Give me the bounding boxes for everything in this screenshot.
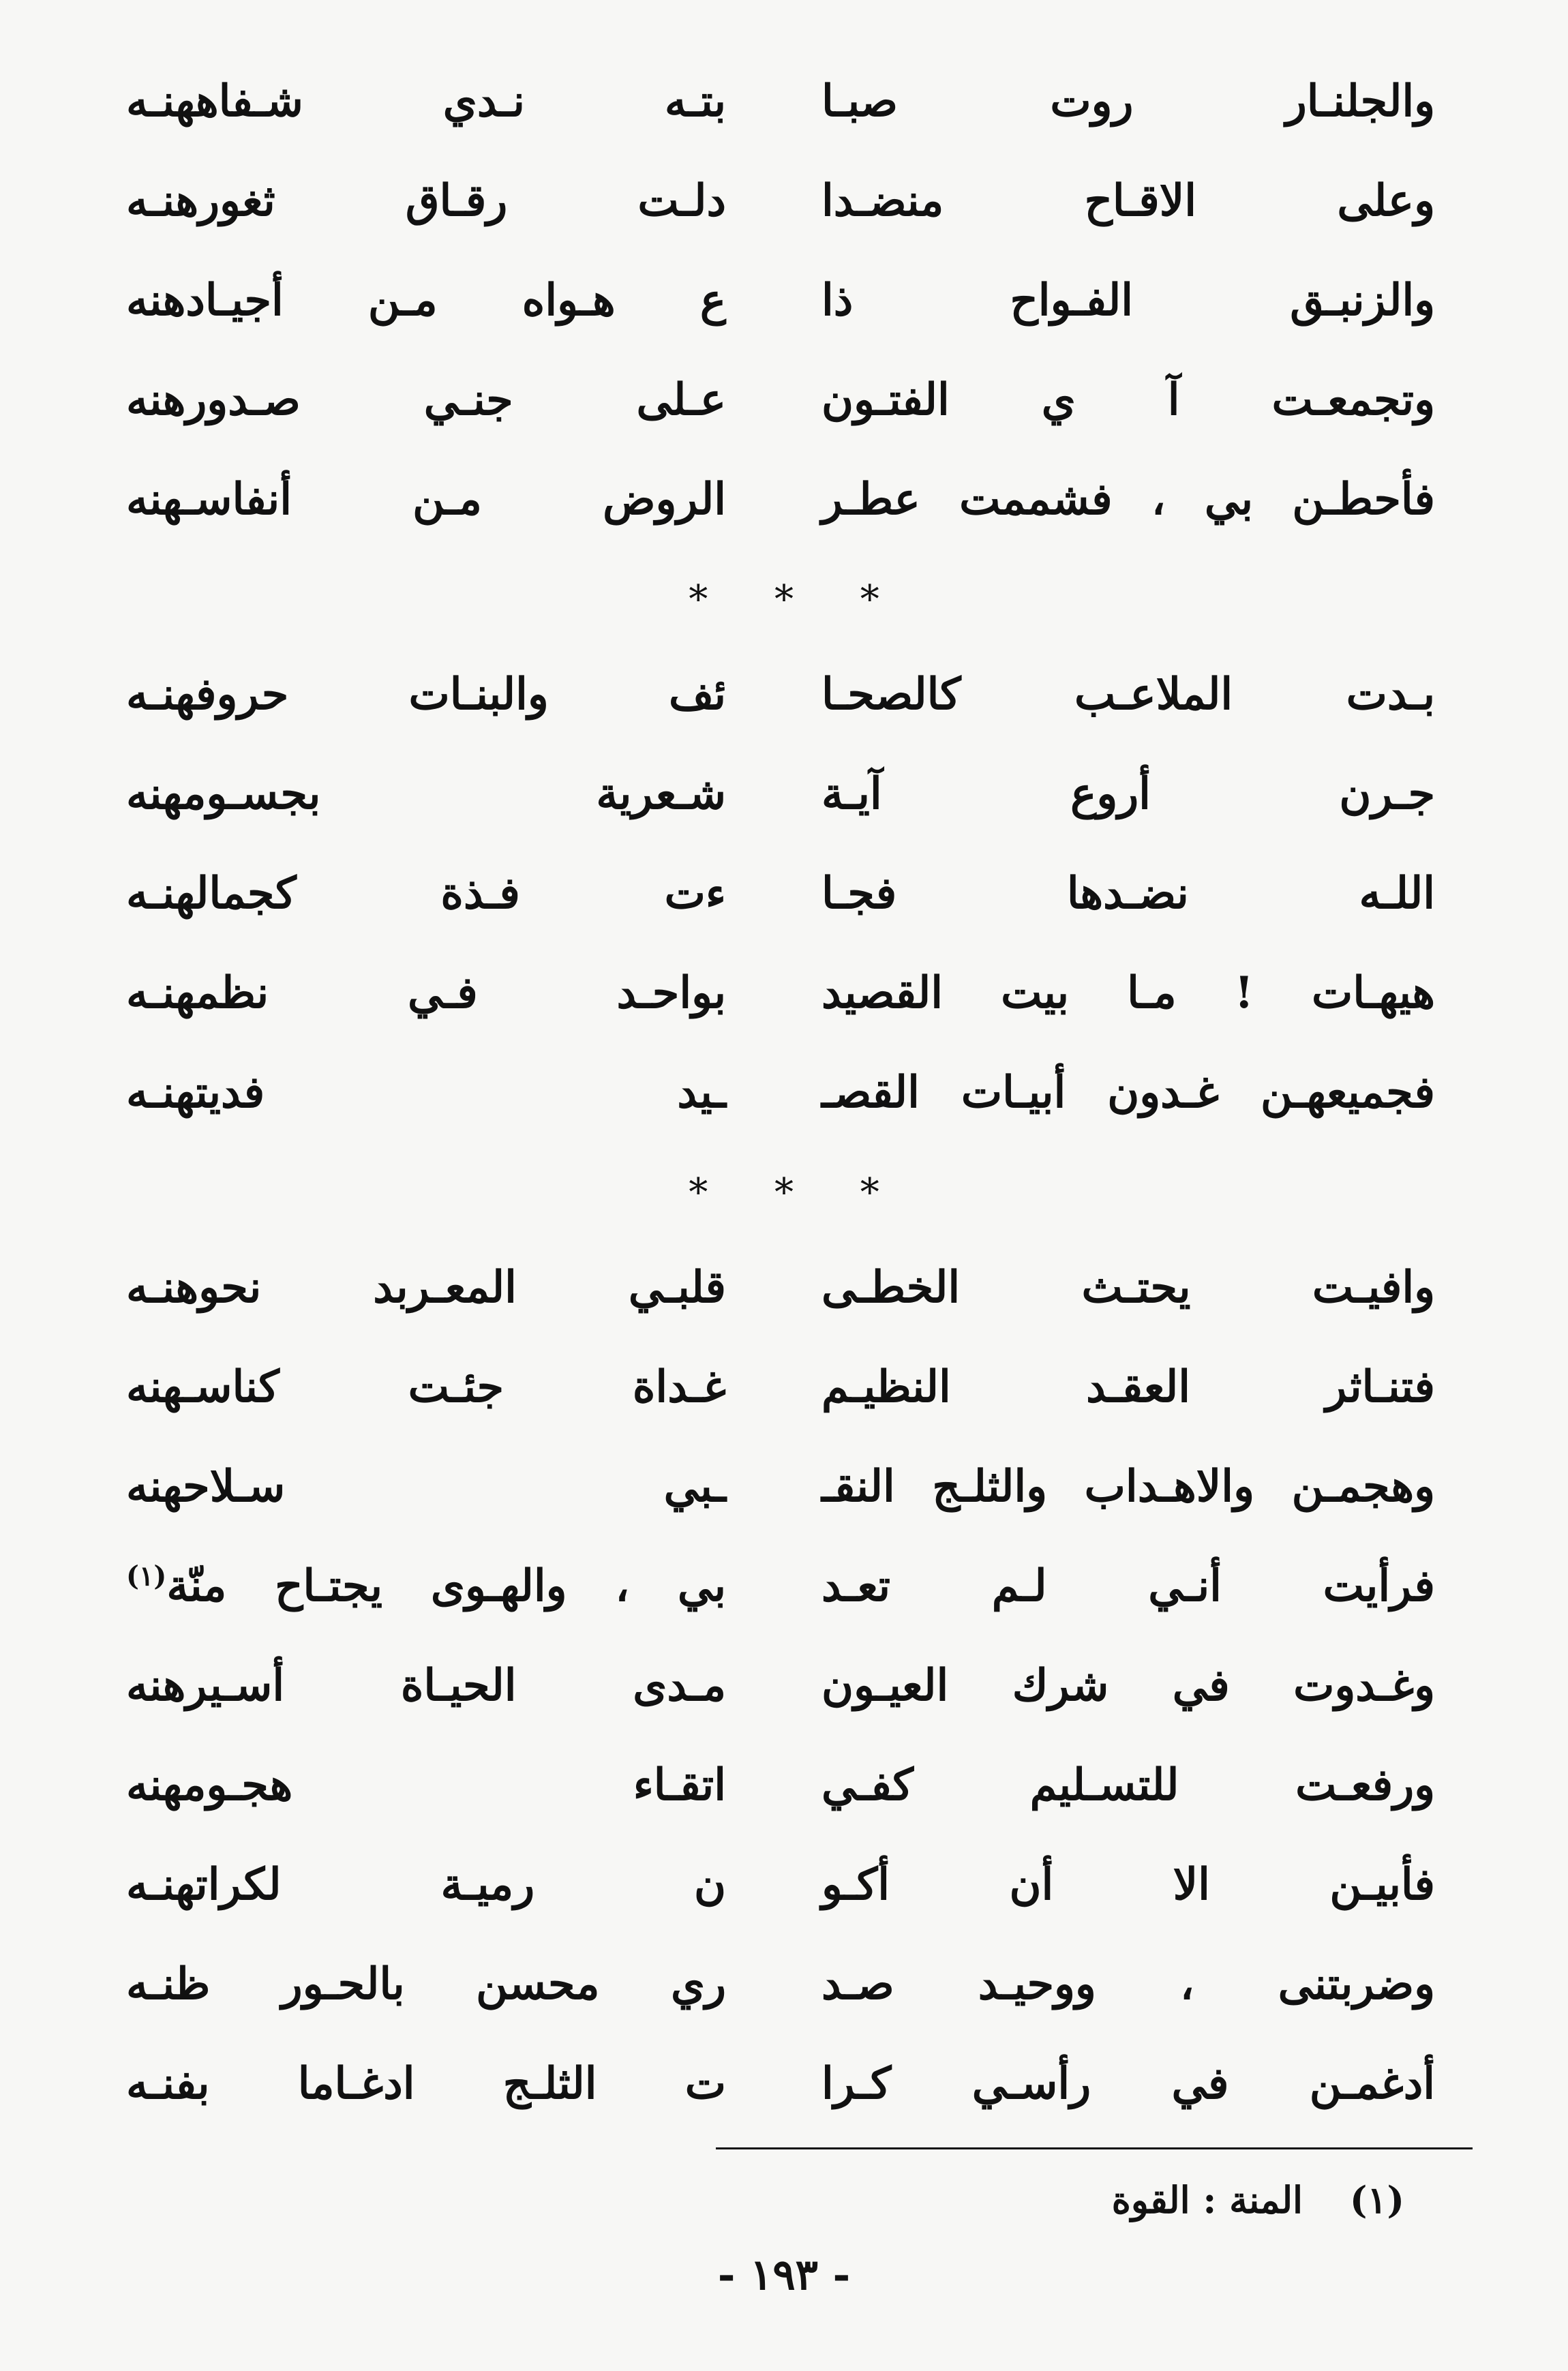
- verse-second-hemistich: [126, 164, 726, 239]
- hemistich-text: قلبـي المعـربد نحوهنـه: [126, 1262, 726, 1313]
- verse: [0, 353, 1568, 453]
- hemistich-text: مـدى الحيـاة أسـيرهنه: [126, 1660, 726, 1711]
- hemistich-text: ـبي سـلاحهنه: [126, 1461, 726, 1512]
- verse-second-hemistich: [126, 1055, 726, 1130]
- verse-first-hemistich: وعلى الاقـاح منضـدا: [821, 175, 1435, 226]
- verse-first-hemistich: هيهـات ! مـا بيت القصيد: [821, 967, 1435, 1018]
- verse-first-hemistich: فأبيـن الا أن أكـو: [821, 1859, 1435, 1910]
- stanza-separator: * * *: [689, 1171, 907, 1215]
- verse-first-hemistich: وتجمعـت آ ي الفتـون: [821, 374, 1435, 425]
- hemistich-text: عـلى جنـي صـدورهنه: [126, 374, 726, 425]
- hemistich-text: ن رميـة لكراتهنـه: [126, 1859, 726, 1910]
- verse-first-hemistich: بـدت الملاعـب كالصحـا: [821, 669, 1435, 720]
- hemistich-text: الروض مـن أنفاسـهنه: [126, 474, 726, 525]
- verse: [0, 1440, 1568, 1539]
- hemistich-text: شـعرية بجسـومهنه: [126, 768, 726, 819]
- hemistich-text: ئف والبنـات حروفهنـه: [126, 669, 726, 720]
- verse: [0, 1838, 1568, 1937]
- verse-second-hemistich: [126, 462, 726, 537]
- hemistich-text: ـيد فديتهنـه: [126, 1067, 726, 1118]
- footnote-number: (١): [1349, 2178, 1404, 2222]
- poem: [0, 55, 1568, 2136]
- verse-first-hemistich: والجلنـار روت صبـا: [821, 76, 1435, 127]
- stanza: [0, 1241, 1568, 2136]
- verse-second-hemistich: [126, 64, 726, 139]
- hemistich-text: بتـه نـدي شـفاههنـه: [126, 76, 726, 127]
- verse: [0, 946, 1568, 1046]
- verse: [0, 1340, 1568, 1440]
- verse-first-hemistich: فأحطـن بي ، فشممت عطـر: [821, 474, 1435, 525]
- verse-first-hemistich: اللـه نضـدها فجـا: [821, 868, 1435, 919]
- verse: [0, 747, 1568, 847]
- verse: [0, 1738, 1568, 1838]
- verse-first-hemistich: ورفعـت للتسـليم كفـي: [821, 1760, 1435, 1811]
- stanza: [0, 55, 1568, 552]
- verse: [0, 2037, 1568, 2136]
- verse-second-hemistich: [126, 1947, 726, 2022]
- verse: [0, 55, 1568, 154]
- hemistich-text: بواحـد فـي نظمهنـه: [126, 967, 726, 1018]
- hemistich-text: ت الثلـج ادغـاما بفنـه: [126, 2058, 726, 2109]
- verse-second-hemistich: [126, 1648, 726, 1723]
- hemistich-text: بي ، والهـوى يجتـاح منّة: [166, 1560, 726, 1612]
- verse-first-hemistich: وهجمـن والاهـداب والثلـج النقـ: [821, 1461, 1435, 1512]
- verse-first-hemistich: وغـدوت في شرك العيـون: [821, 1660, 1435, 1711]
- stanza: [0, 648, 1568, 1145]
- verse-second-hemistich: [126, 1449, 726, 1524]
- verse-second-hemistich: [126, 1847, 726, 1922]
- verse-first-hemistich: فجميعهـن غـدون أبيـات القصـ: [821, 1067, 1435, 1118]
- verse-second-hemistich: [126, 757, 726, 832]
- hemistich-text: غـداة جئـت كناسـهنه: [126, 1361, 726, 1413]
- verse-first-hemistich: أدغمـن في رأسـي كـرا: [821, 2058, 1435, 2109]
- verse-first-hemistich: وضربتنى ، ووحيـد صـد: [821, 1959, 1435, 2010]
- hemistich-text: دلـت رقـاق ثغورهنـه: [126, 175, 726, 226]
- verse: [0, 453, 1568, 552]
- footnote-marker: (١): [126, 1560, 167, 1592]
- verse-second-hemistich: [126, 856, 726, 931]
- verse-second-hemistich: [126, 2047, 726, 2121]
- verse: [0, 1937, 1568, 2037]
- verse: [0, 847, 1568, 946]
- verse-second-hemistich: [126, 1748, 726, 1823]
- hemistich-text: اتقـاء هجـومهنه: [126, 1760, 726, 1811]
- verse: [0, 1639, 1568, 1738]
- verse-first-hemistich: جـرن أروع آيـة: [821, 768, 1435, 819]
- verse: [0, 154, 1568, 254]
- verse-second-hemistich: [126, 363, 726, 438]
- verse-second-hemistich: [126, 1250, 726, 1325]
- page-number: - ١٩٣ -: [717, 2250, 851, 2299]
- verse-second-hemistich: [126, 657, 726, 732]
- verse: [0, 1539, 1568, 1639]
- verse-first-hemistich: والزنبـق الفـواح ذا: [821, 275, 1435, 326]
- verse: [0, 648, 1568, 747]
- verse-first-hemistich: فرأيت أنـي لـم تعـد: [821, 1560, 1435, 1612]
- verse-second-hemistich: [126, 1350, 726, 1425]
- hemistich-text: ع هـواه مـن أجيـادهنه: [126, 275, 726, 326]
- footnote-rule: [716, 2147, 1473, 2149]
- verse-first-hemistich: وافيـت يحتـث الخطـى: [821, 1262, 1435, 1313]
- hemistich-text: ري محسن بالحـور ظنـه: [126, 1959, 726, 2010]
- verse-second-hemistich: [126, 263, 726, 338]
- verse-second-hemistich: [126, 1549, 726, 1624]
- footnote: [1112, 2178, 1404, 2222]
- verse: [0, 254, 1568, 353]
- hemistich-text: ءت فـذة كجمالهنـه: [126, 868, 726, 919]
- verse-first-hemistich: فتنـاثر العقـد النظيـم: [821, 1361, 1435, 1413]
- verse: [0, 1241, 1568, 1340]
- verse-second-hemistich: [126, 956, 726, 1031]
- footnote-text: المنة : القوة: [1111, 2178, 1303, 2222]
- stanza-separator: * * *: [689, 577, 907, 622]
- verse: [0, 1046, 1568, 1145]
